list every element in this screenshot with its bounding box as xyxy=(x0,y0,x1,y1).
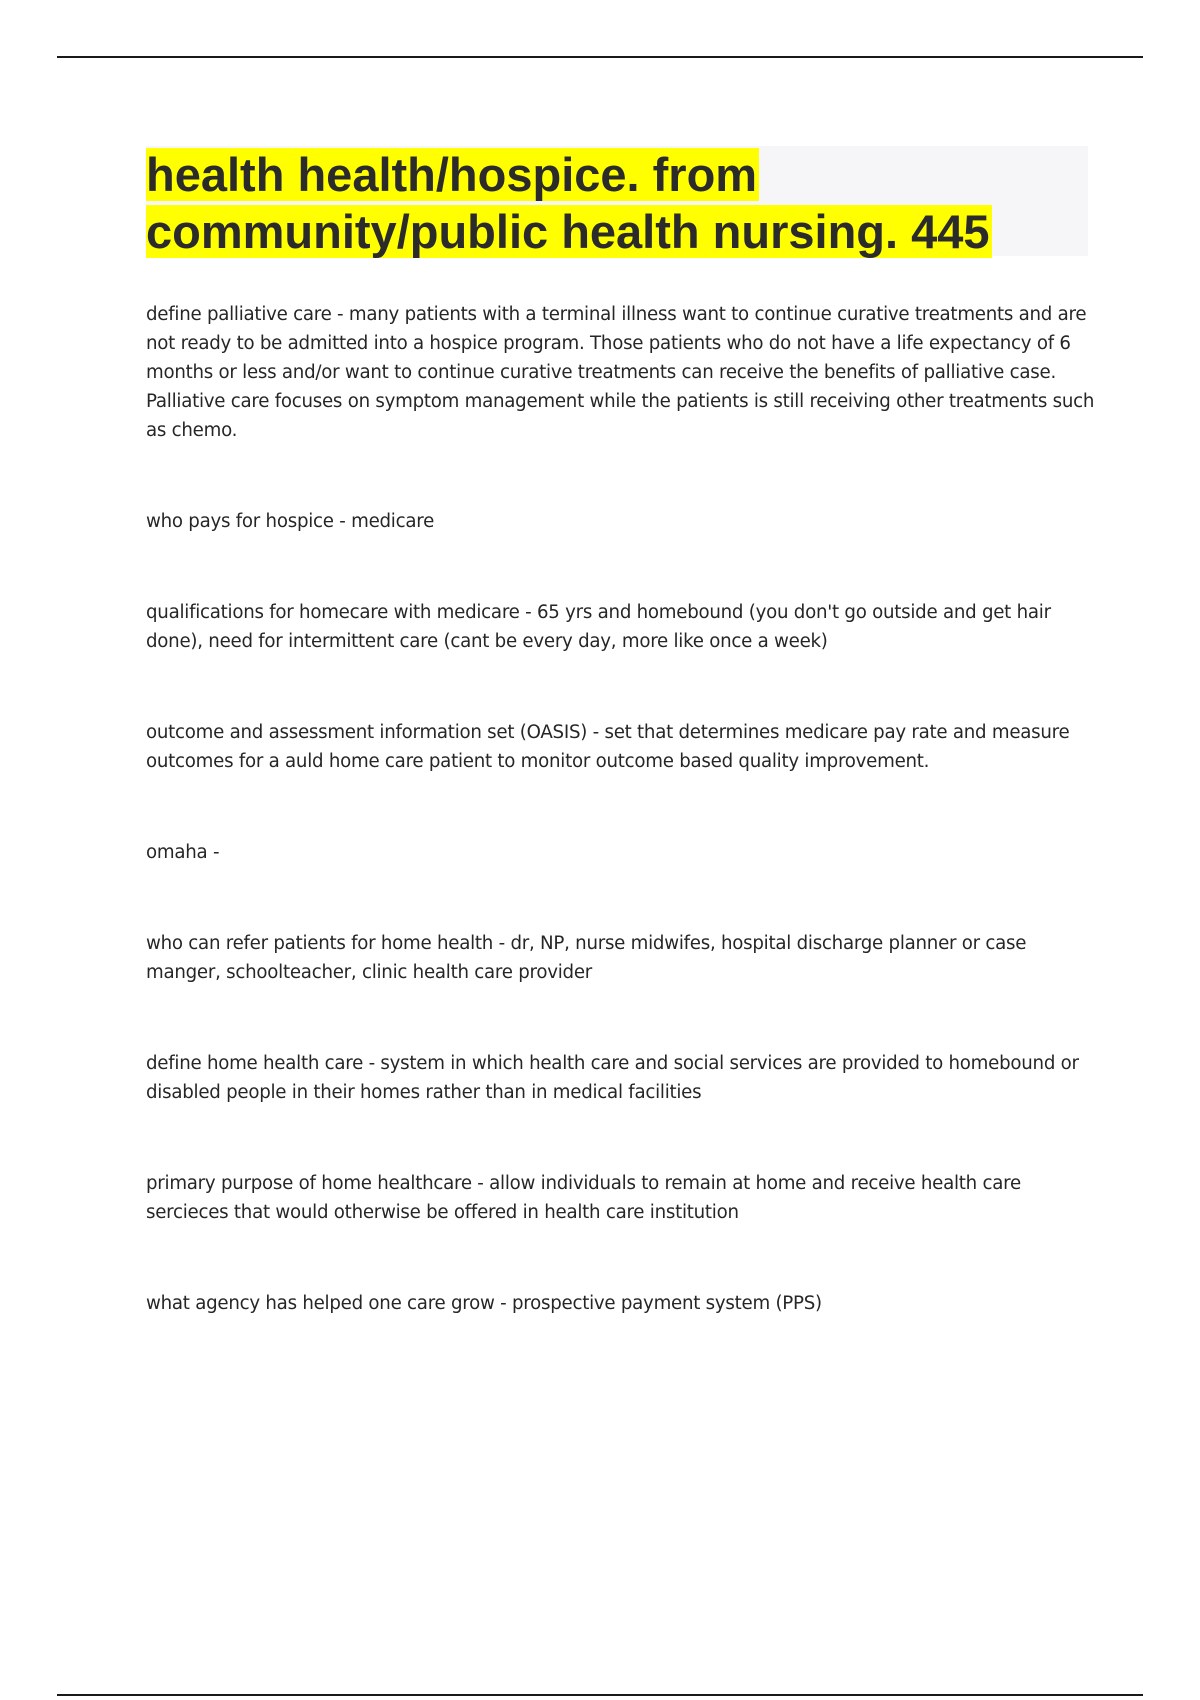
title-highlight: health health/hospice. from community/public health nursing. 445 xyxy=(146,148,990,258)
flashcard-entry: what agency has helped one care grow - prospective payment system (PPS) xyxy=(146,1293,822,1314)
page-title xyxy=(146,146,1088,260)
top-rule xyxy=(57,56,1143,58)
flashcard-entry: who pays for hospice - medicare xyxy=(146,511,435,532)
flashcard-entry: qualifications for homecare with medicare - 65 yrs and homebound (you don't go outside and get hair done), need for intermittent care (cant be every day, more like once a week) xyxy=(146,602,1051,652)
flashcard-entry: primary purpose of home healthcare - allow individuals to remain at home and receive health care sercieces that would otherwise be offered in health care institution xyxy=(146,1173,1021,1223)
flashcard-entry: define home health care - system in which health care and social services are provided to homebound or disabled people in their homes rather than in medical facilities xyxy=(146,1053,1079,1103)
flashcard-entry: who can refer patients for home health - dr, NP, nurse midwifes, hospital discharge planner or case manger, schoolteacher, clinic health care provider xyxy=(146,933,1027,983)
flashcard-entry: outcome and assessment information set (OASIS) - set that determines medicare pay rate and measure outcomes for a auld home care patient to monitor outcome based quality improvement. xyxy=(146,722,1070,772)
flashcard-entry: define palliative care - many patients with a terminal illness want to continue curative treatments and are not ready to be admitted into a hospice program. Those patients who do not have a life expectancy of 6 months or less and/or want to continue curative treatments can receive the benefits of palliative case. Palliative care focuses on symptom management while the patients is still receiving other treatments such as chemo. xyxy=(146,304,1095,441)
flashcard-list xyxy=(146,300,1096,1380)
flashcard-entry: omaha - xyxy=(146,842,220,863)
bottom-rule xyxy=(57,1694,1143,1696)
title-block xyxy=(146,146,1088,256)
